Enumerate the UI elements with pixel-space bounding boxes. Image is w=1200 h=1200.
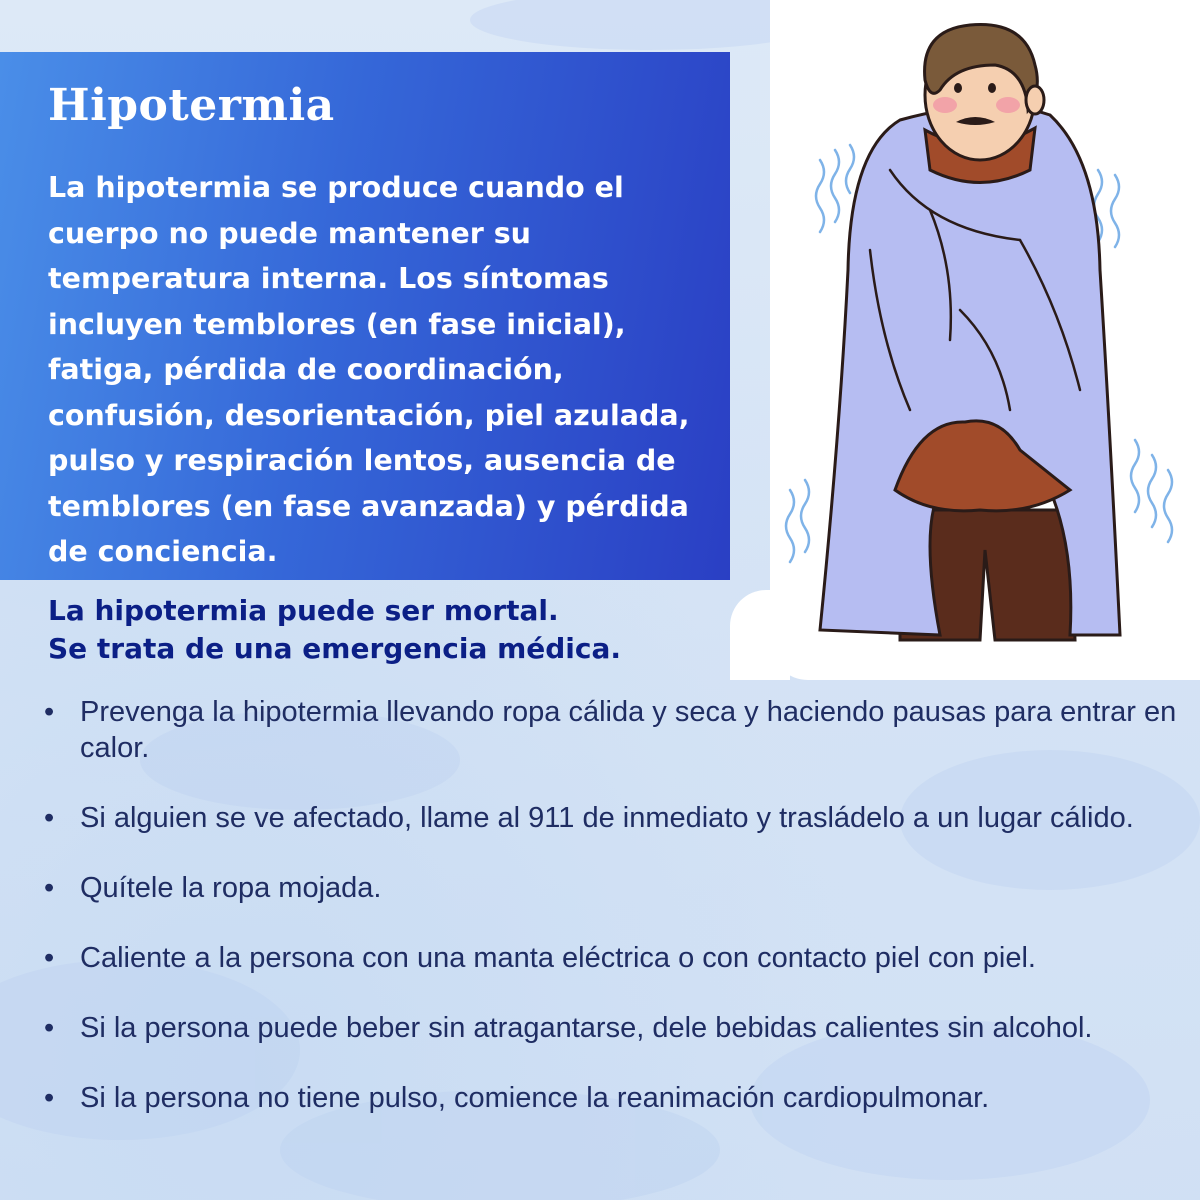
bullet-icon: •	[44, 1012, 55, 1044]
list-item	[40, 1010, 1180, 1046]
bullet-icon: •	[44, 1082, 55, 1114]
list-item	[40, 940, 1180, 976]
shivering-person-in-blanket-icon	[780, 10, 1200, 650]
bullet-icon: •	[44, 696, 55, 728]
bullet-icon: •	[44, 872, 55, 904]
tip-text: Caliente a la persona con una manta eléctrica o con contacto piel con piel.	[80, 942, 1036, 974]
bullet-icon: •	[44, 942, 55, 974]
list-item	[40, 694, 1180, 766]
list-item	[40, 1080, 1180, 1116]
tip-text: Quítele la ropa mojada.	[80, 872, 382, 904]
warning-line-2: Se trata de una emergencia médica.	[48, 632, 622, 665]
tip-text: Si la persona puede beber sin atragantarse, dele bebidas calientes sin alcohol.	[80, 1012, 1093, 1044]
tip-text: Si alguien se ve afectado, llame al 911 de inmediato y trasládelo a un lugar cálido.	[80, 802, 1134, 834]
list-item	[40, 870, 1180, 906]
tip-text: Prevenga la hipotermia llevando ropa cálida y seca y haciendo pausas para entrar en calor.	[80, 696, 1177, 764]
bullet-icon: •	[44, 802, 55, 834]
tip-text: Si la persona no tiene pulso, comience la reanimación cardiopulmonar.	[80, 1082, 990, 1114]
list-item	[40, 800, 1180, 836]
warning-line-1: La hipotermia puede ser mortal.	[48, 594, 559, 627]
warning-text	[48, 592, 748, 668]
page-title: Hipotermia	[48, 80, 335, 131]
tips-list	[40, 694, 1180, 1150]
intro-text: La hipotermia se produce cuando el cuerpo no puede mantener su temperatura interna. Los síntomas incluyen temblores (en fase inicial), fatiga, pérdida de coordinación, confusión, desorientación, piel azulada, pulso y respiración lentos, ausencia de temblores (en fase avanzada) y pérdida de conciencia.	[48, 171, 690, 568]
